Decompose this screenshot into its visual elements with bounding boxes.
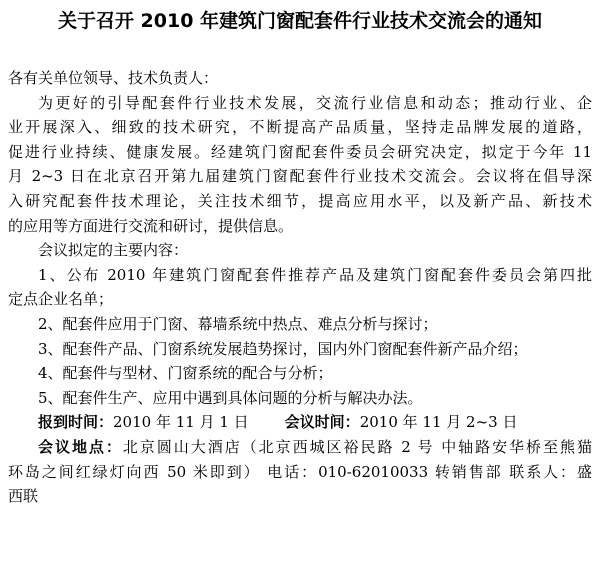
schedule-line	[8, 410, 592, 435]
agenda-heading: 会议拟定的主要内容：	[38, 241, 189, 260]
agenda-item-2: 2、配套件应用于门窗、幕墙系统中热点、难点分析与探讨；	[38, 314, 438, 333]
venue-line	[8, 435, 592, 460]
meeting-time-value: 2010 年 11 月 2~3 日	[359, 413, 518, 432]
paragraph-line: 为更好的引导配套件行业技术发展，交流行业信息和动态；推动行业、企	[38, 93, 592, 112]
registration-date: 2010 年 11 月 1 日	[113, 413, 249, 432]
paragraph-line: 入研究配套件技术理论，关注技术细节，提高应用水平，以及新产品、新技术	[8, 191, 592, 210]
meeting-time-label: 会议时间：	[284, 413, 360, 432]
document-title: 关于召开 2010 年建筑门窗配套件行业技术交流会的通知	[57, 10, 543, 32]
venue-contact-name: 西联	[8, 487, 39, 506]
agenda-item-3: 3、配套件产品、门窗系统发展趋势探讨，国内外门窗配套件新产品介绍；	[38, 339, 528, 358]
paragraph-line: 的应用等方面进行交流和研讨，提供信息。	[8, 216, 294, 235]
registration-label: 报到时间：	[38, 413, 114, 432]
salutation: 各有关单位领导、技术负责人：	[8, 69, 219, 87]
paragraph-line: 业开展深入、细致的技术研究，不断提高产品质量，坚持走品牌发展的道路，	[8, 118, 592, 137]
agenda-item-1-continued: 定点企业名单；	[8, 290, 114, 309]
agenda-item-4: 4、配套件与型材、门窗系统的配合与分析；	[38, 364, 333, 383]
paragraph-line: 月 2~3 日在北京召开第九届建筑门窗配套件行业技术交流会。会议将在倡导深	[8, 167, 592, 186]
agenda-item-1: 1、公布 2010 年建筑门窗配套件推荐产品及建筑门窗配套件委员会第四批	[38, 265, 592, 284]
document-body	[8, 66, 592, 509]
venue-contact-line: 环岛之间红绿灯向西 50 米即到） 电话：010-62010033 转销售部 联系人：盛	[8, 462, 592, 481]
paragraph-line: 促进行业持续、健康发展。经建筑门窗配套件委员会研究决定，拟定于今年 11	[8, 142, 592, 161]
venue-label: 会议地点：	[38, 437, 123, 456]
agenda-item-5: 5、配套件生产、应用中遇到具体问题的分析与解决办法。	[38, 388, 423, 407]
venue-address: 北京圆山大酒店（北京西城区裕民路 2 号 中轴路安华桥至熊猫	[122, 437, 592, 456]
